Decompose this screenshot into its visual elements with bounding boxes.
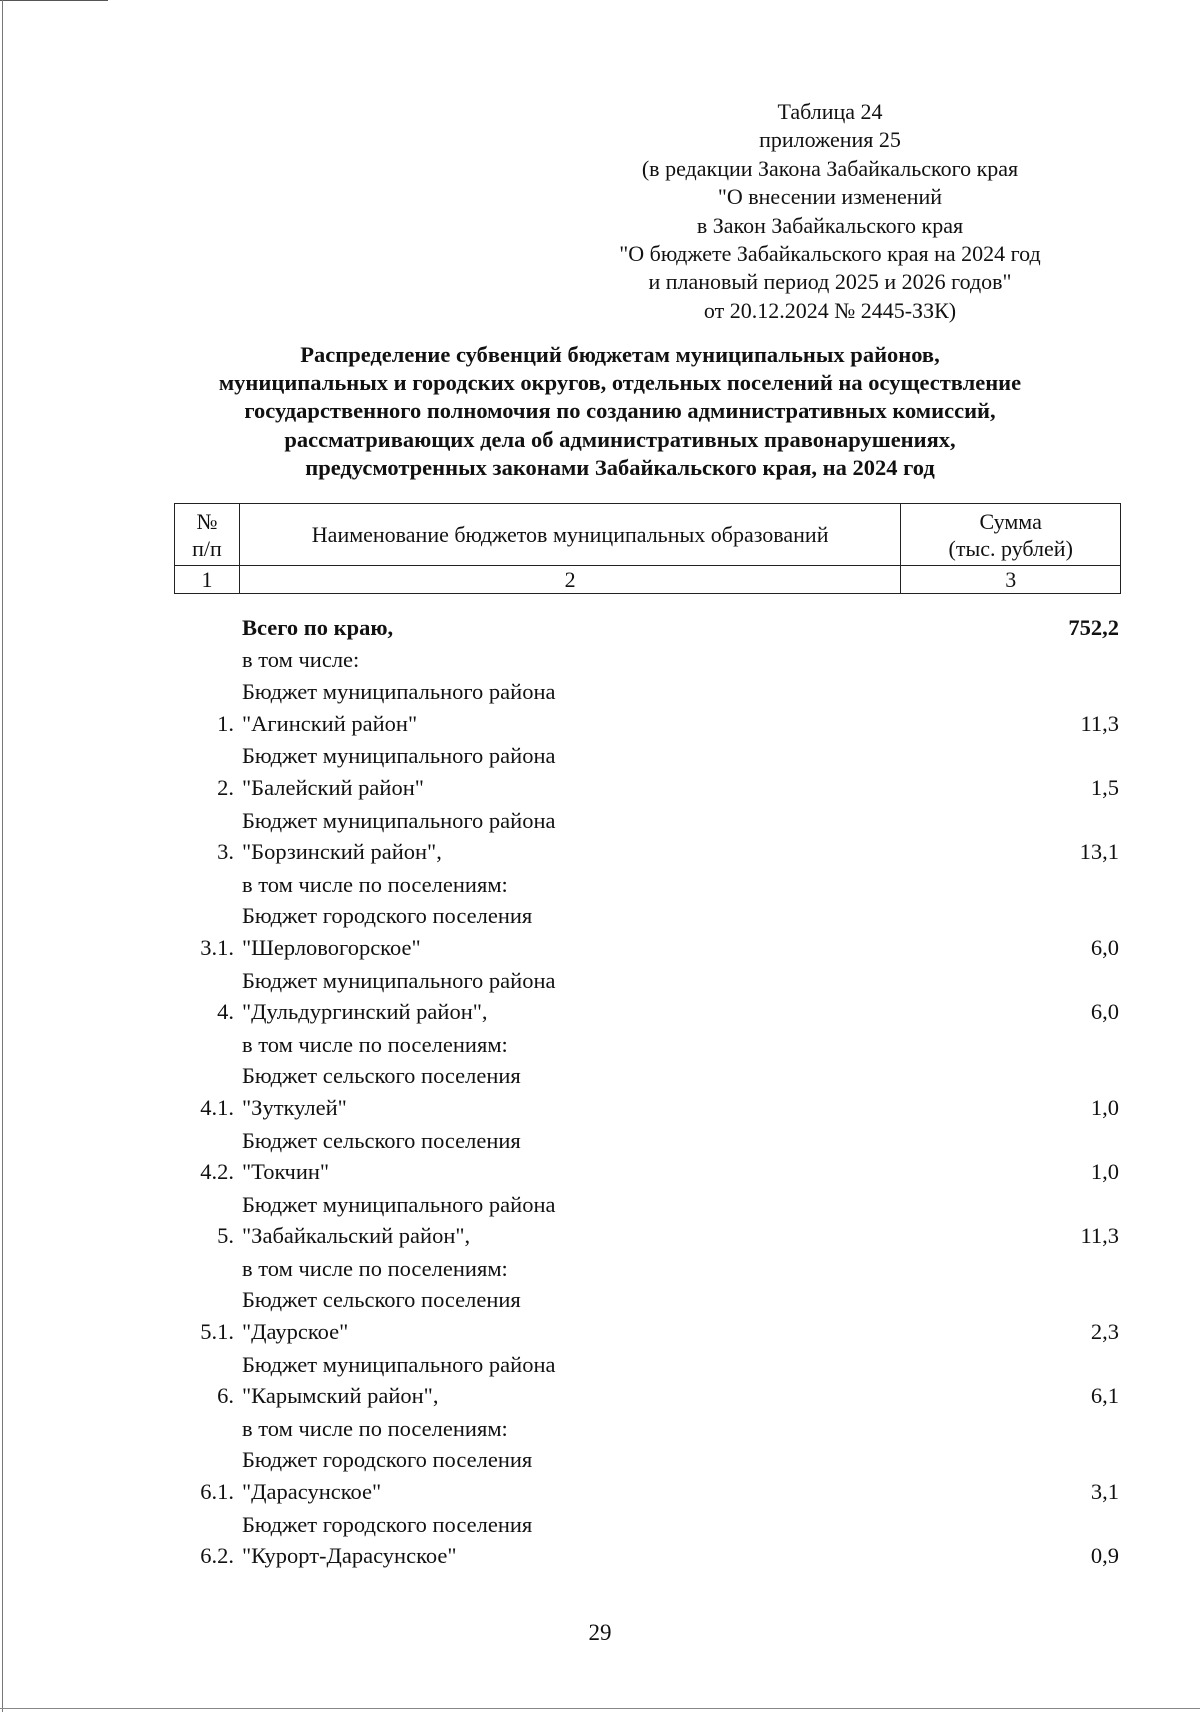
row-name: Бюджет муниципального района "Борзинский район", (242, 807, 556, 865)
row-number: 4.1. (200, 1094, 234, 1120)
scan-edge-top (0, 0, 108, 1)
title-line: муниципальных и городских округов, отдельных поселений на осуществление (218, 370, 1022, 396)
row-value: 3,1 (1090, 1479, 1119, 1505)
column-index: 3 (901, 566, 1121, 594)
row-number: 5.1. (200, 1319, 234, 1345)
including-row (174, 644, 1119, 676)
subheading-row (174, 869, 1119, 901)
row-number: 4. (217, 999, 234, 1025)
row-value: 1,0 (1090, 1094, 1119, 1120)
total-label: Всего по краю, (242, 615, 394, 640)
row-number: 2. (217, 774, 234, 800)
row-value: 6,0 (1090, 999, 1119, 1025)
title-line: Распределение субвенций бюджетам муниципальных районов, (300, 342, 940, 367)
column-index: 1 (175, 566, 240, 594)
row-name: Бюджет городского поселения "Дарасунское" (242, 1447, 533, 1505)
total-value: 752,2 (1068, 615, 1119, 640)
header-line: "О внесении изменений (717, 184, 943, 210)
table-row (174, 1284, 1119, 1347)
table-row (174, 1189, 1119, 1252)
header-line: "О бюджете Забайкальского края на 2024 год (619, 241, 1041, 267)
row-name: Бюджет муниципального района "Карымский район", (242, 1351, 556, 1409)
total-row (174, 612, 1119, 644)
row-number: 6.2. (200, 1543, 234, 1569)
row-value: 1,5 (1090, 774, 1119, 800)
column-index-row (175, 566, 1121, 594)
page-number: 29 (588, 1620, 612, 1645)
table-header (174, 503, 1121, 594)
header-line: Таблица 24 (777, 99, 883, 124)
scan-edge-left (2, 0, 3, 1712)
row-number: 3.1. (200, 934, 234, 960)
row-number: 6.1. (200, 1479, 234, 1505)
table-row (174, 1125, 1119, 1188)
table-row (174, 1509, 1119, 1572)
row-name: Бюджет городского поселения "Курорт-Дарасунское" (242, 1511, 533, 1569)
header-line: приложения 25 (759, 127, 901, 153)
header-line: и плановый период 2025 и 2026 годов" (648, 269, 1012, 295)
subheading-row (174, 1253, 1119, 1285)
title-line: предусмотренных законами Забайкальского края, на 2024 год (305, 454, 935, 480)
row-number: 4.2. (200, 1159, 234, 1185)
document-title (140, 341, 1100, 482)
row-value: 0,9 (1090, 1543, 1119, 1569)
title-line: рассматривающих дела об административных правонарушениях, (284, 426, 956, 452)
table-row (174, 805, 1119, 868)
subheading-label: в том числе по поселениям: (242, 1415, 508, 1441)
row-number: 6. (217, 1383, 234, 1409)
table-row (174, 1060, 1119, 1123)
row-name: Бюджет муниципального района "Агинский район" (242, 679, 556, 736)
row-name: Бюджет муниципального района "Балейский район" (242, 743, 556, 800)
subheading-label: в том числе по поселениям: (242, 1031, 508, 1057)
row-name: Бюджет муниципального района "Забайкальский район", (242, 1191, 556, 1249)
row-value: 11,3 (1080, 1223, 1119, 1249)
header-line: от 20.12.2024 № 2445-ЗЗК) (703, 297, 957, 323)
header-line: (в редакции Закона Забайкальского края (641, 155, 1019, 181)
row-number: 1. (217, 710, 234, 736)
row-number: 5. (217, 1223, 234, 1249)
table-body (174, 612, 1119, 1572)
subheading-row (174, 1029, 1119, 1061)
including-label: в том числе: (242, 646, 360, 672)
table-row (174, 676, 1119, 739)
row-name: Бюджет сельского поселения "Токчин" (242, 1127, 521, 1185)
subheading-label: в том числе по поселениям: (242, 871, 508, 897)
scan-edge-bottom (0, 1708, 1200, 1709)
table-row (174, 740, 1119, 803)
row-value: 13,1 (1079, 839, 1119, 865)
row-name: Бюджет городского поселения "Шерловогорское" (242, 903, 533, 960)
column-header-number: № п/п (175, 504, 240, 566)
table-row (174, 1349, 1119, 1412)
subheading-row (174, 1413, 1119, 1445)
row-value: 1,0 (1090, 1159, 1119, 1185)
row-value: 6,1 (1090, 1383, 1119, 1409)
row-name: Бюджет муниципального района "Дульдургинский район", (242, 967, 556, 1025)
row-value: 11,3 (1080, 710, 1119, 736)
row-name: Бюджет сельского поселения "Даурское" (242, 1287, 521, 1345)
header-line: в Закон Забайкальского края (696, 212, 964, 238)
title-line: государственного полномочия по созданию административных комиссий, (244, 398, 996, 424)
column-header-sum: Сумма (тыс. рублей) (901, 504, 1121, 566)
table-row (174, 965, 1119, 1028)
row-value: 2,3 (1090, 1319, 1119, 1345)
row-value: 6,0 (1090, 934, 1119, 960)
subheading-label: в том числе по поселениям: (242, 1255, 508, 1281)
column-index: 2 (239, 566, 901, 594)
row-number: 3. (217, 839, 234, 865)
table-row (174, 900, 1119, 963)
column-header-name: Наименование бюджетов муниципальных образований (239, 504, 901, 566)
row-name: Бюджет сельского поселения "Зуткулей" (242, 1063, 521, 1120)
column-headers (175, 504, 1121, 566)
appendix-header (560, 98, 1100, 325)
table-row (174, 1444, 1119, 1507)
